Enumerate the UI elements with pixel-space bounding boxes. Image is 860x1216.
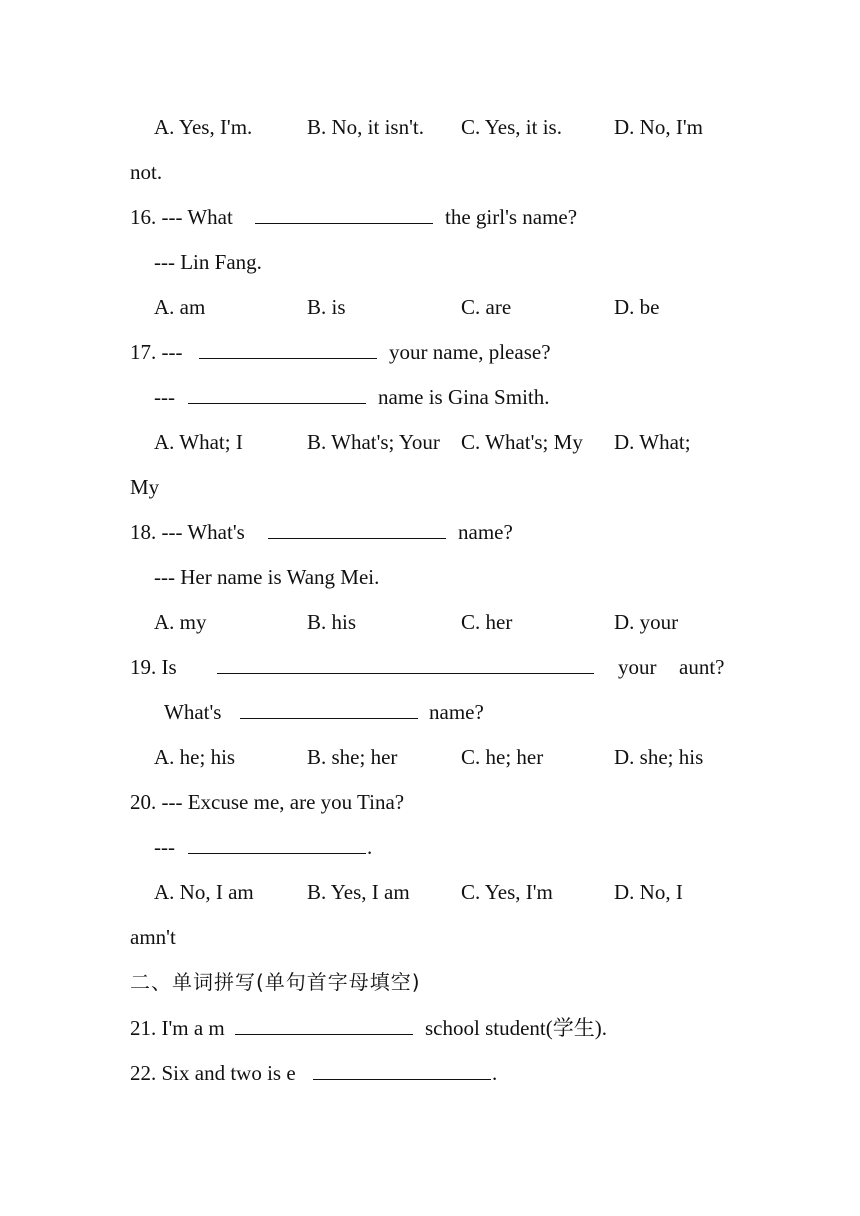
q18-prompt-start: 18. --- What's <box>130 520 245 544</box>
q20-blank <box>188 827 366 854</box>
q16-answer: --- Lin Fang. <box>154 250 262 274</box>
q19-line2-start: What's <box>164 700 222 724</box>
q16-options <box>0 287 860 327</box>
q16-blank <box>255 197 433 224</box>
q18-blank <box>268 512 446 539</box>
q17-option-d-continued: My <box>130 475 160 499</box>
q17-prompt-end: your name, please? <box>389 340 551 364</box>
q17-option-b: B. What's; Your <box>307 430 440 454</box>
q17-answer-end: name is Gina Smith. <box>378 385 550 409</box>
q15-option-b: B. No, it isn't. <box>307 115 424 139</box>
q19-options <box>0 737 860 777</box>
q22-end: . <box>492 1061 498 1085</box>
q17-answer-line <box>0 377 860 417</box>
q18-prompt <box>0 512 860 552</box>
q15-option-d-continued: not. <box>130 160 163 184</box>
q18-option-a: A. my <box>154 610 207 634</box>
q19-option-a: A. he; his <box>154 745 236 769</box>
q16-prompt <box>0 197 860 237</box>
q20-option-d: D. No, I <box>614 880 683 904</box>
q21-line <box>0 1008 860 1048</box>
q17-blank-1 <box>199 332 377 359</box>
q18-answer-line <box>0 557 860 597</box>
q16-option-a: A. am <box>154 295 206 319</box>
q20-options <box>0 872 860 912</box>
q19-prompt-start: 19. Is <box>130 655 177 679</box>
q20-answer-start: --- <box>154 835 175 859</box>
q15-options <box>0 107 860 147</box>
q16-option-d: D. be <box>614 295 660 319</box>
q18-option-d: D. your <box>614 610 679 634</box>
q19-prompt <box>0 647 860 687</box>
q17-prompt-start: 17. --- <box>130 340 183 364</box>
q19-prompt-end-1: your <box>618 655 657 679</box>
section-2-heading-line <box>0 962 860 1002</box>
q19-line2 <box>0 692 860 732</box>
q16-option-c: C. are <box>461 295 512 319</box>
q20-wrap <box>0 917 860 957</box>
q19-option-c: C. he; her <box>461 745 544 769</box>
q20-prompt: 20. --- Excuse me, are you Tina? <box>130 790 405 814</box>
q17-answer-start: --- <box>154 385 175 409</box>
q20-option-d-continued: amn't <box>130 925 176 949</box>
section-2-heading: 二、单词拼写(单句首字母填空) <box>130 970 421 994</box>
q16-prompt-end: the girl's name? <box>445 205 578 229</box>
q19-line2-end: name? <box>429 700 484 724</box>
q16-option-b: B. is <box>307 295 346 319</box>
q17-option-a: A. What; I <box>154 430 243 454</box>
q15-option-a: A. Yes, I'm. <box>154 115 253 139</box>
q18-option-c: C. her <box>461 610 513 634</box>
q17-blank-2 <box>188 377 366 404</box>
q15-option-c: C. Yes, it is. <box>461 115 562 139</box>
q22-start: 22. Six and two is e <box>130 1061 296 1085</box>
q17-option-c: C. What's; My <box>461 430 583 454</box>
q20-option-a: A. No, I am <box>154 880 254 904</box>
q18-option-b: B. his <box>307 610 357 634</box>
q20-option-b: B. Yes, I am <box>307 880 410 904</box>
q21-end: school student(学生). <box>425 1016 607 1040</box>
q17-wrap <box>0 467 860 507</box>
q17-prompt <box>0 332 860 372</box>
q22-line <box>0 1053 860 1093</box>
q20-answer-line <box>0 827 860 867</box>
q22-blank <box>313 1053 491 1080</box>
q20-answer-end: . <box>367 835 373 859</box>
q16-prompt-start: 16. --- What <box>130 205 233 229</box>
q19-blank-2 <box>240 692 418 719</box>
q19-option-d: D. she; his <box>614 745 704 769</box>
q15-option-d: D. No, I'm <box>614 115 703 139</box>
q18-prompt-end: name? <box>458 520 513 544</box>
q19-blank-1 <box>217 647 594 674</box>
q18-answer: --- Her name is Wang Mei. <box>154 565 380 589</box>
q17-option-d: D. What; <box>614 430 691 454</box>
q21-start: 21. I'm a m <box>130 1016 225 1040</box>
q20-option-c: C. Yes, I'm <box>461 880 553 904</box>
q20-prompt-line <box>0 782 860 822</box>
q18-options <box>0 602 860 642</box>
q15-wrap <box>0 152 860 192</box>
q17-options <box>0 422 860 462</box>
q19-option-b: B. she; her <box>307 745 398 769</box>
q21-blank <box>235 1008 413 1035</box>
q19-prompt-end-2: aunt? <box>679 655 725 679</box>
q16-answer-line <box>0 242 860 282</box>
